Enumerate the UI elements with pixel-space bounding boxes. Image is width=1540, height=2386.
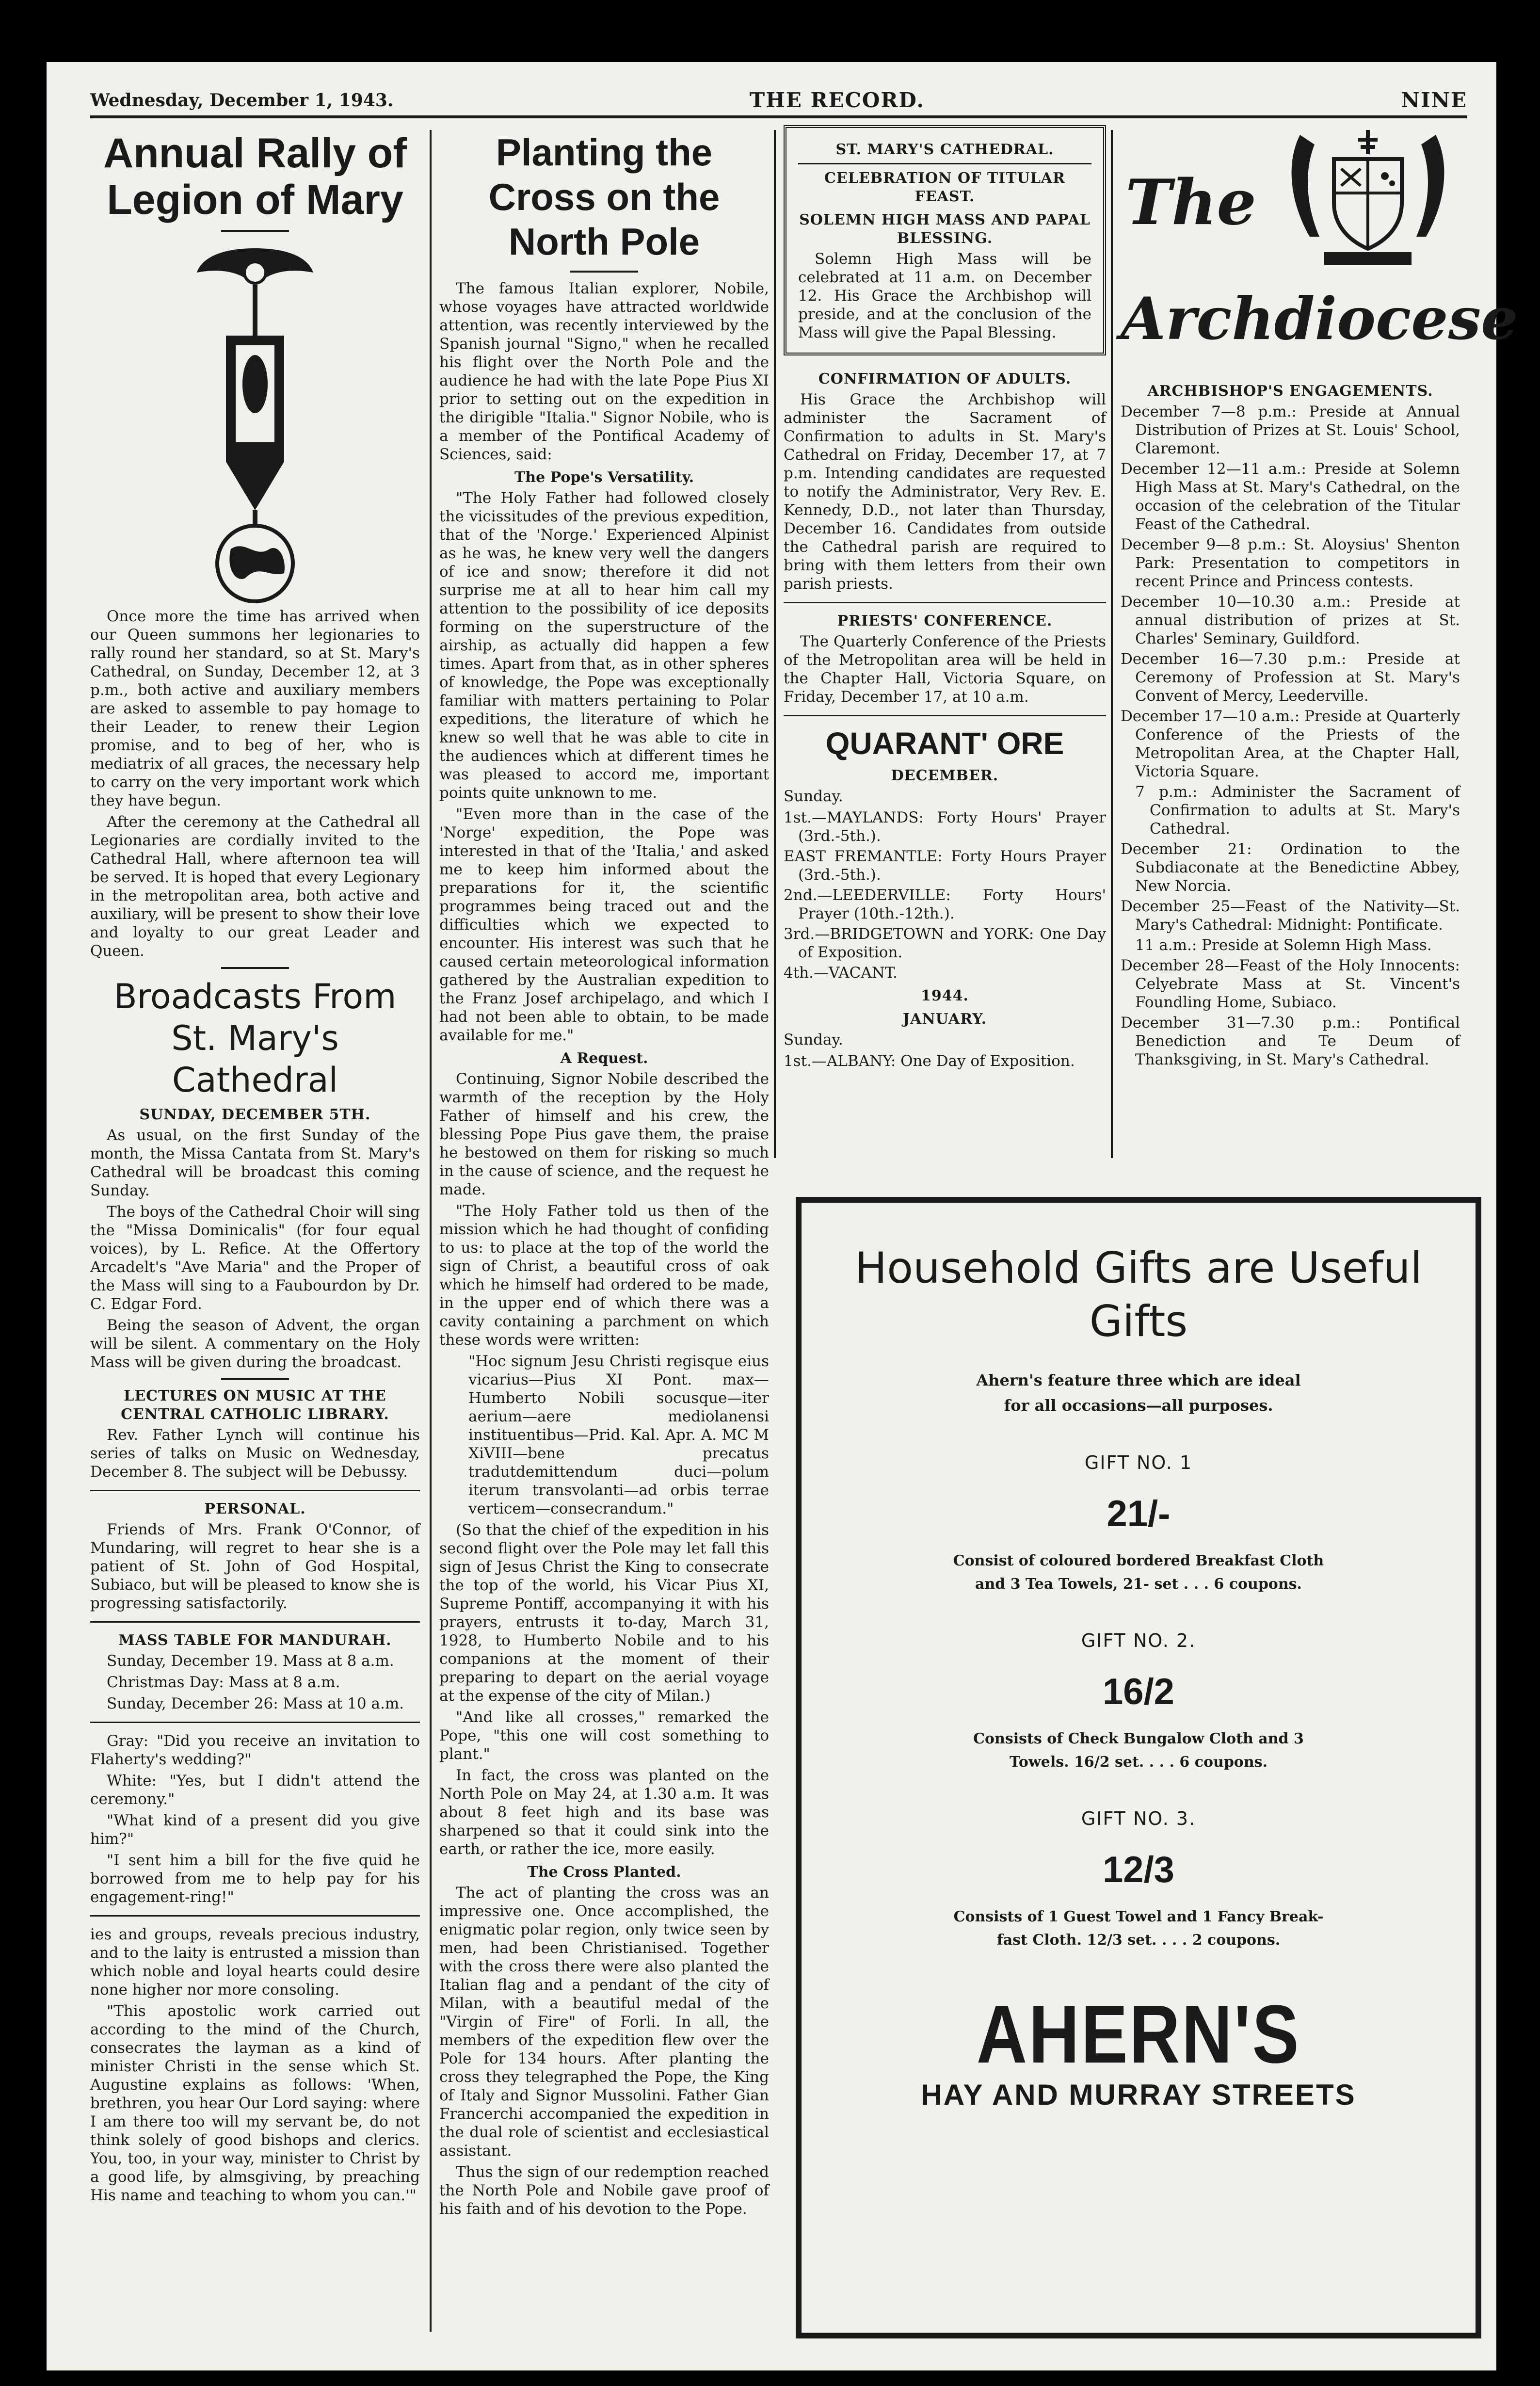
gift-description: fast Cloth. 12/3 set. . . . 2 coupons. xyxy=(996,1932,1281,1949)
cross-paragraph: "Even more than in the case of the 'Norge' expedition, the Pope was interested in that of the 'Italia,' and asked me to keep him informed about the preparations for it, the scientific programmes being traced out and the difficulties which we expected to encounter. His interest was such that he caused certain meteorological information gathered by the Australian expedition to the Franz Josef archipelago, and which I had not been able to obtain, to be made available for me." xyxy=(439,806,769,1044)
legion-standard-illustration xyxy=(192,239,318,607)
latin-inscription: "Hoc signum Jesu Christi regisque eius vicarius—Pius XI Pont. max—Humberto Nobili socusque—iter aerium—aere mediolanensi instituentibus—Prid. Kal. Apr. A. MC M XiVIII—bene precatus tradutdemittendum duci—polum iterum transvolanti—ad orbis terrae verticem—consecrandum." xyxy=(468,1353,769,1517)
masthead xyxy=(90,81,1467,118)
quarant-ore-entry: 1st.—ALBANY: One Day of Exposition. xyxy=(784,1052,1075,1070)
continued-paragraph: "This apostolic work carried out according to the mind of the Church, consecrates the layman as a kind of minister Christi in the sense which St. Augustine explains as follows: 'When, brethren, you hear Our Lord saying: where I am there too will my servant be, do not think solely of good bishops and clerics. You, too, in your way, minister to Christ by a good life, by almsgiving, by preaching His name and teaching to whom you can.'" xyxy=(90,2002,420,2204)
cross-paragraph: The famous Italian explorer, Nobile, whose voyages have attracted worldwide attention, was recently interviewed by the Spanish journal "Signo," when he recalled his flight over the North Pole and the audience he had with the late Pope Pius XI prior to setting out on the expedition in the dirigible "Italia." Signor Nobile, who is a member of the Pontifical Academy of Sciences, said: xyxy=(439,280,769,463)
cross-subheading: The Pope's Versatility. xyxy=(514,469,694,486)
quarant-ore-year: 1944. xyxy=(921,987,969,1004)
cross-headline: Planting the Cross on the North Pole xyxy=(488,131,720,263)
quarant-ore-heading: QUARANT' ORE xyxy=(825,726,1064,761)
quarant-ore-month: JANUARY. xyxy=(902,1011,987,1028)
paper-name: THE RECORD. xyxy=(750,88,925,112)
cross-paragraph: The act of planting the cross was an impressive one. Once accomplished, the enigmatic polar region, only twice seen by men, had been Christianised. Together with the cross there were also planted the Italian flag and a pendant of the city of Milan, with a beautiful medal of the "Virgin of Fire" of Forli. In all, the members of the expedition flew over the Pole for 134 hours. After planting the cross they telegraphed the Pope, the King of Italy and Signor Mussolini. Father Gian Francerchi accompanied the expedition in the dual role of scientist and ecclesiastical assistant. xyxy=(439,1884,769,2160)
mass-entry: Sunday, December 19. Mass at 8 a.m. xyxy=(107,1652,394,1670)
broadcast-paragraph: The boys of the Cathedral Choir will sing the "Missa Dominicalis" (for four equal voices), by L. Refice. At the Offertory Arcadelt's "Ave Maria" and the Proper of the Mass will sing to a Faubourdon by Dr. C. Edgar Ford. xyxy=(90,1203,420,1313)
engagement-entry: December 10—10.30 a.m.: Preside at annual distribution of prizes at St. Charles' Seminary, Guildford. xyxy=(1121,593,1460,647)
column-1 xyxy=(90,125,420,2356)
column-rule xyxy=(1111,130,1113,1158)
gift-description: Consists of Check Bungalow Cloth and 3 xyxy=(973,1730,1304,1747)
gift-description: Consists of 1 Guest Towel and 1 Fancy Break- xyxy=(953,1908,1324,1925)
ad-intro-line: Ahern's feature three which are ideal xyxy=(976,1371,1301,1389)
engagement-entry: December 17—10 a.m.: Preside at Quarterly Conference of the Priests of the Metropolitan Area, at the Chapter Hall, Victoria Square. xyxy=(1121,708,1460,780)
page-number: NINE xyxy=(1401,88,1467,112)
engagement-entry: December 28—Feast of the Holy Innocents: Celyebrate Mass at St. Vincent's Foundling Home, Subiaco. xyxy=(1121,957,1460,1011)
personal-paragraph: Friends of Mrs. Frank O'Connor, of Mundaring, will regret to hear she is a patient of St. John of God Hospital, Subiaco, but will be pleased to know she is progressing satisfactorily. xyxy=(90,1521,420,1612)
gift-label: GIFT NO. 2. xyxy=(1081,1630,1196,1651)
archdiocese-title: Archdiocese xyxy=(1121,285,1518,353)
mass-entry: Christmas Day: Mass at 8 a.m. xyxy=(107,1674,340,1691)
priests-paragraph: The Quarterly Conference of the Priests of the Metropolitan area will be held in the Chapter Hall, Victoria Square, on Friday, December 17, at 10 a.m. xyxy=(784,633,1106,706)
legion-paragraph: Once more the time has arrived when our Queen summons her legionaries to rally round her standard, so at St. Mary's Cathedral, on Sunday, December 12, at 3 p.m., both active and auxiliary members are asked to assemble to pay homage to their Leader, to renew their Legion promise, and to beg of her, who is mediatrix of all graces, the necessary help to carry on the very important work which they have begun. xyxy=(90,608,420,809)
broadcast-paragraph: As usual, on the first Sunday of the month, the Missa Cantata from St. Mary's Cathedral will be broadcast this coming Sunday. xyxy=(90,1127,420,1199)
joke-line: "What kind of a present did you give him?" xyxy=(90,1812,420,1848)
priests-heading: PRIESTS' CONFERENCE. xyxy=(837,613,1053,629)
coat-of-arms-icon xyxy=(1281,125,1455,271)
engagement-entry: December 25—Feast of the Nativity—St. Mary's Cathedral: Midnight: Pontificate. xyxy=(1121,898,1460,934)
archdiocese-title-the: The xyxy=(1125,166,1256,239)
cross-paragraph: "And like all crosses," remarked the Pope, "this one will cost something to plant." xyxy=(439,1709,769,1763)
box-heading: ST. MARY'S CATHEDRAL. xyxy=(835,141,1054,158)
quarant-ore-month: DECEMBER. xyxy=(891,767,999,784)
engagement-entry: December 21: Ordination to the Subdiaconate at the Benedictine Abbey, New Norcia. xyxy=(1121,840,1460,895)
gift-description: Towels. 16/2 set. . . . 6 coupons. xyxy=(1010,1754,1267,1771)
cross-paragraph: Thus the sign of our redemption reached the North Pole and Nobile gave proof of his faith and of his devotion to the Pope. xyxy=(439,2163,769,2218)
ad-intro-line: for all occasions—all purposes. xyxy=(1004,1396,1273,1415)
engagement-entry: December 16—7.30 p.m.: Preside at Ceremony of Profession at St. Mary's Convent of Mercy, Leederville. xyxy=(1121,650,1460,705)
issue-date: Wednesday, December 1, 1943. xyxy=(90,90,394,111)
gift-price: 12/3 xyxy=(1103,1849,1174,1890)
lectures-paragraph: Rev. Father Lynch will continue his series of talks on Music on Wednesday, December 8. The subject will be Debussy. xyxy=(90,1426,420,1481)
quarant-ore-entry: EAST FREMANTLE: Forty Hours Prayer (3rd.-5th.). xyxy=(784,848,1106,884)
engagement-entry: December 31—7.30 p.m.: Pontifical Benediction and Te Deum of Thanksgiving, in St. Mary's Cathedral. xyxy=(1121,1014,1460,1068)
quarant-ore-entry: 3rd.—BRIDGETOWN and YORK: One Day of Exposition. xyxy=(784,925,1106,961)
box-paragraph: Solemn High Mass will be celebrated at 11 a.m. on December 12. His Grace the Archbishop will preside, and at the conclusion of the Mass will give the Papal Blessing. xyxy=(798,250,1091,341)
legion-headline: Annual Rally of Legion of Mary xyxy=(103,130,407,223)
column-3 xyxy=(784,125,1106,1202)
ad-heading: Household Gifts are Useful Gifts xyxy=(855,1243,1422,1346)
box-subheading: CELEBRATION OF TITULAR FEAST. xyxy=(824,170,1065,205)
continued-paragraph: ies and groups, reveals precious industry, and to the laity is entrusted a mission than which noble and loyal hearts could desire none higher nor more consoling. xyxy=(90,1926,420,1999)
engagement-entry: December 9—8 p.m.: St. Aloysius' Shenton Park: Presentation to competitors in recent Prince and Princess contests. xyxy=(1121,536,1460,590)
legion-paragraph: After the ceremony at the Cathedral all Legionaries are cordially invited to the Cathedral Hall, where afternoon tea will be served. It is hoped that every Legionary in the metropolitan area, both active and auxiliary, will be present to show their love and loyalty to our great Leader and Queen. xyxy=(90,813,420,960)
gift-label: GIFT NO. 1 xyxy=(1084,1452,1193,1473)
mass-entry: Sunday, December 26: Mass at 10 a.m. xyxy=(107,1695,404,1712)
broadcast-date: SUNDAY, DECEMBER 5TH. xyxy=(139,1106,371,1123)
gift-price: 16/2 xyxy=(1103,1671,1174,1712)
quarant-ore-entry: 2nd.—LEEDERVILLE: Forty Hours' Prayer (10th.-12th.). xyxy=(784,887,1106,922)
quarant-ore-day: Sunday. xyxy=(784,788,843,805)
engagements-heading: ARCHBISHOP'S ENGAGEMENTS. xyxy=(1147,383,1433,400)
store-name: AHERN'S xyxy=(976,1988,1301,2080)
cross-paragraph: (So that the chief of the expedition in his second flight over the Pole may let fall this sign of Jesus Christ the King to consecrate the top of the world, his Vicar Pius XI, Supreme Pontiff, accompanying it with his prayers, entrusts it to-day, March 31, 1928, to Humberto Nobile and to his companions at the moment of their preparing to depart on the aerial voyage at the expense of the city of Milan.) xyxy=(439,1521,769,1705)
cross-paragraph: "The Holy Father told us then of the mission which he had thought of confiding to us: to place at the top of the world the sign of Christ, a beautiful cross of oak which he himself had ordered to be made, in the upper end of which there was a cavity containing a parchment on which these words were written: xyxy=(439,1202,769,1349)
gift-label: GIFT NO. 3. xyxy=(1081,1808,1196,1829)
engagement-entry: 11 a.m.: Preside at Solemn High Mass. xyxy=(1135,936,1432,954)
engagement-entry: 7 p.m.: Administer the Sacrament of Confirmation to adults at St. Mary's Cathedral. xyxy=(1135,783,1460,838)
joke-line: Gray: "Did you receive an invitation to Flaherty's wedding?" xyxy=(90,1732,420,1768)
gift-description: and 3 Tea Towels, 21- set . . . 6 coupons. xyxy=(975,1576,1302,1593)
gift-description: Consist of coloured bordered Breakfast Cloth xyxy=(953,1552,1324,1569)
joke-line: White: "Yes, but I didn't attend the ceremony." xyxy=(90,1772,420,1808)
cathedral-notice-box xyxy=(784,125,1106,355)
column-rule xyxy=(774,130,776,1158)
box-subheading: SOLEMN HIGH MASS AND PAPAL BLESSING. xyxy=(799,211,1091,247)
cross-paragraph: "The Holy Father had followed closely the vicissitudes of the previous expedition, that of the 'Norge.' Experienced Alpinist as he was, he knew very well the dangers of ice and snow; therefore it did not surprise me at all to hear him call my attention to the possibility of ice deposits forming on the superstructure of the airship, as actually did happen a few times. Apart from that, as in other spheres of knowledge, the Pope was exceptionally familiar with matters pertaining to Polar expeditions, the literature of which he knew so well that he was able to cite in the audiences which at different times he was pleased to accord me, important points quite unknown to me. xyxy=(439,489,769,802)
mass-table-heading: MASS TABLE FOR MANDURAH. xyxy=(118,1632,392,1649)
archdiocese-header xyxy=(1121,125,1518,377)
newspaper-page xyxy=(47,62,1518,2370)
aherns-advertisement xyxy=(796,1197,1481,2338)
column-2 xyxy=(439,125,769,2356)
cross-paragraph: Continuing, Signor Nobile described the warmth of the reception by the Holy Father of himself and his crew, the blessing Pope Pius gave them, the praise he bestowed on them for risking so much in the cause of science, and the request he made. xyxy=(439,1070,769,1198)
column-rule xyxy=(430,130,432,2332)
cross-paragraph: In fact, the cross was planted on the North Pole on May 24, at 1.30 a.m. It was about 8 feet high and its base was sharpened so that it could sink into the earth, or rather the ice, more easily. xyxy=(439,1767,769,1858)
gift-price: 21/- xyxy=(1107,1493,1171,1534)
column-4 xyxy=(1121,125,1518,1192)
personal-heading: PERSONAL. xyxy=(204,1500,306,1517)
lectures-heading: LECTURES ON MUSIC AT THE CENTRAL CATHOLIC LIBRARY. xyxy=(121,1387,389,1423)
cross-subheading: A Request. xyxy=(560,1050,648,1067)
broadcast-paragraph: Being the season of Advent, the organ will be silent. A commentary on the Holy Mass will be given during the broadcast. xyxy=(90,1317,420,1371)
engagement-entry: December 7—8 p.m.: Preside at Annual Distribution of Prizes at St. Louis' School, Claremont. xyxy=(1121,403,1460,457)
broadcast-headline: Broadcasts From St. Mary's Cathedral xyxy=(113,977,397,1100)
cross-subheading: The Cross Planted. xyxy=(527,1864,681,1881)
engagement-entry: December 12—11 a.m.: Preside at Solemn High Mass at St. Mary's Cathedral, on the occasion of the celebration of the Titular Feast of the Cathedral. xyxy=(1121,460,1460,533)
joke-line: "I sent him a bill for the five quid he borrowed from me to help pay for his engagement-ring!" xyxy=(90,1852,420,1906)
quarant-ore-entry: 1st.—MAYLANDS: Forty Hours' Prayer (3rd.-5th.). xyxy=(784,809,1106,845)
quarant-ore-day: Sunday. xyxy=(784,1031,843,1048)
store-address: HAY AND MURRAY STREETS xyxy=(921,2079,1356,2111)
confirmation-heading: CONFIRMATION OF ADULTS. xyxy=(818,371,1072,387)
quarant-ore-entry: 4th.—VACANT. xyxy=(784,964,898,982)
confirmation-paragraph: His Grace the Archbishop will administer the Sacrament of Confirmation to adults in St. Mary's Cathedral on Friday, December 17, at 7 p.m. Intending candidates are requested to notify the Administrator, Very Rev. E. Kennedy, D.D., not later than Thursday, December 16. Candidates from outside the Cathedral parish are required to bring with them letters from their own parish priests. xyxy=(784,391,1106,593)
